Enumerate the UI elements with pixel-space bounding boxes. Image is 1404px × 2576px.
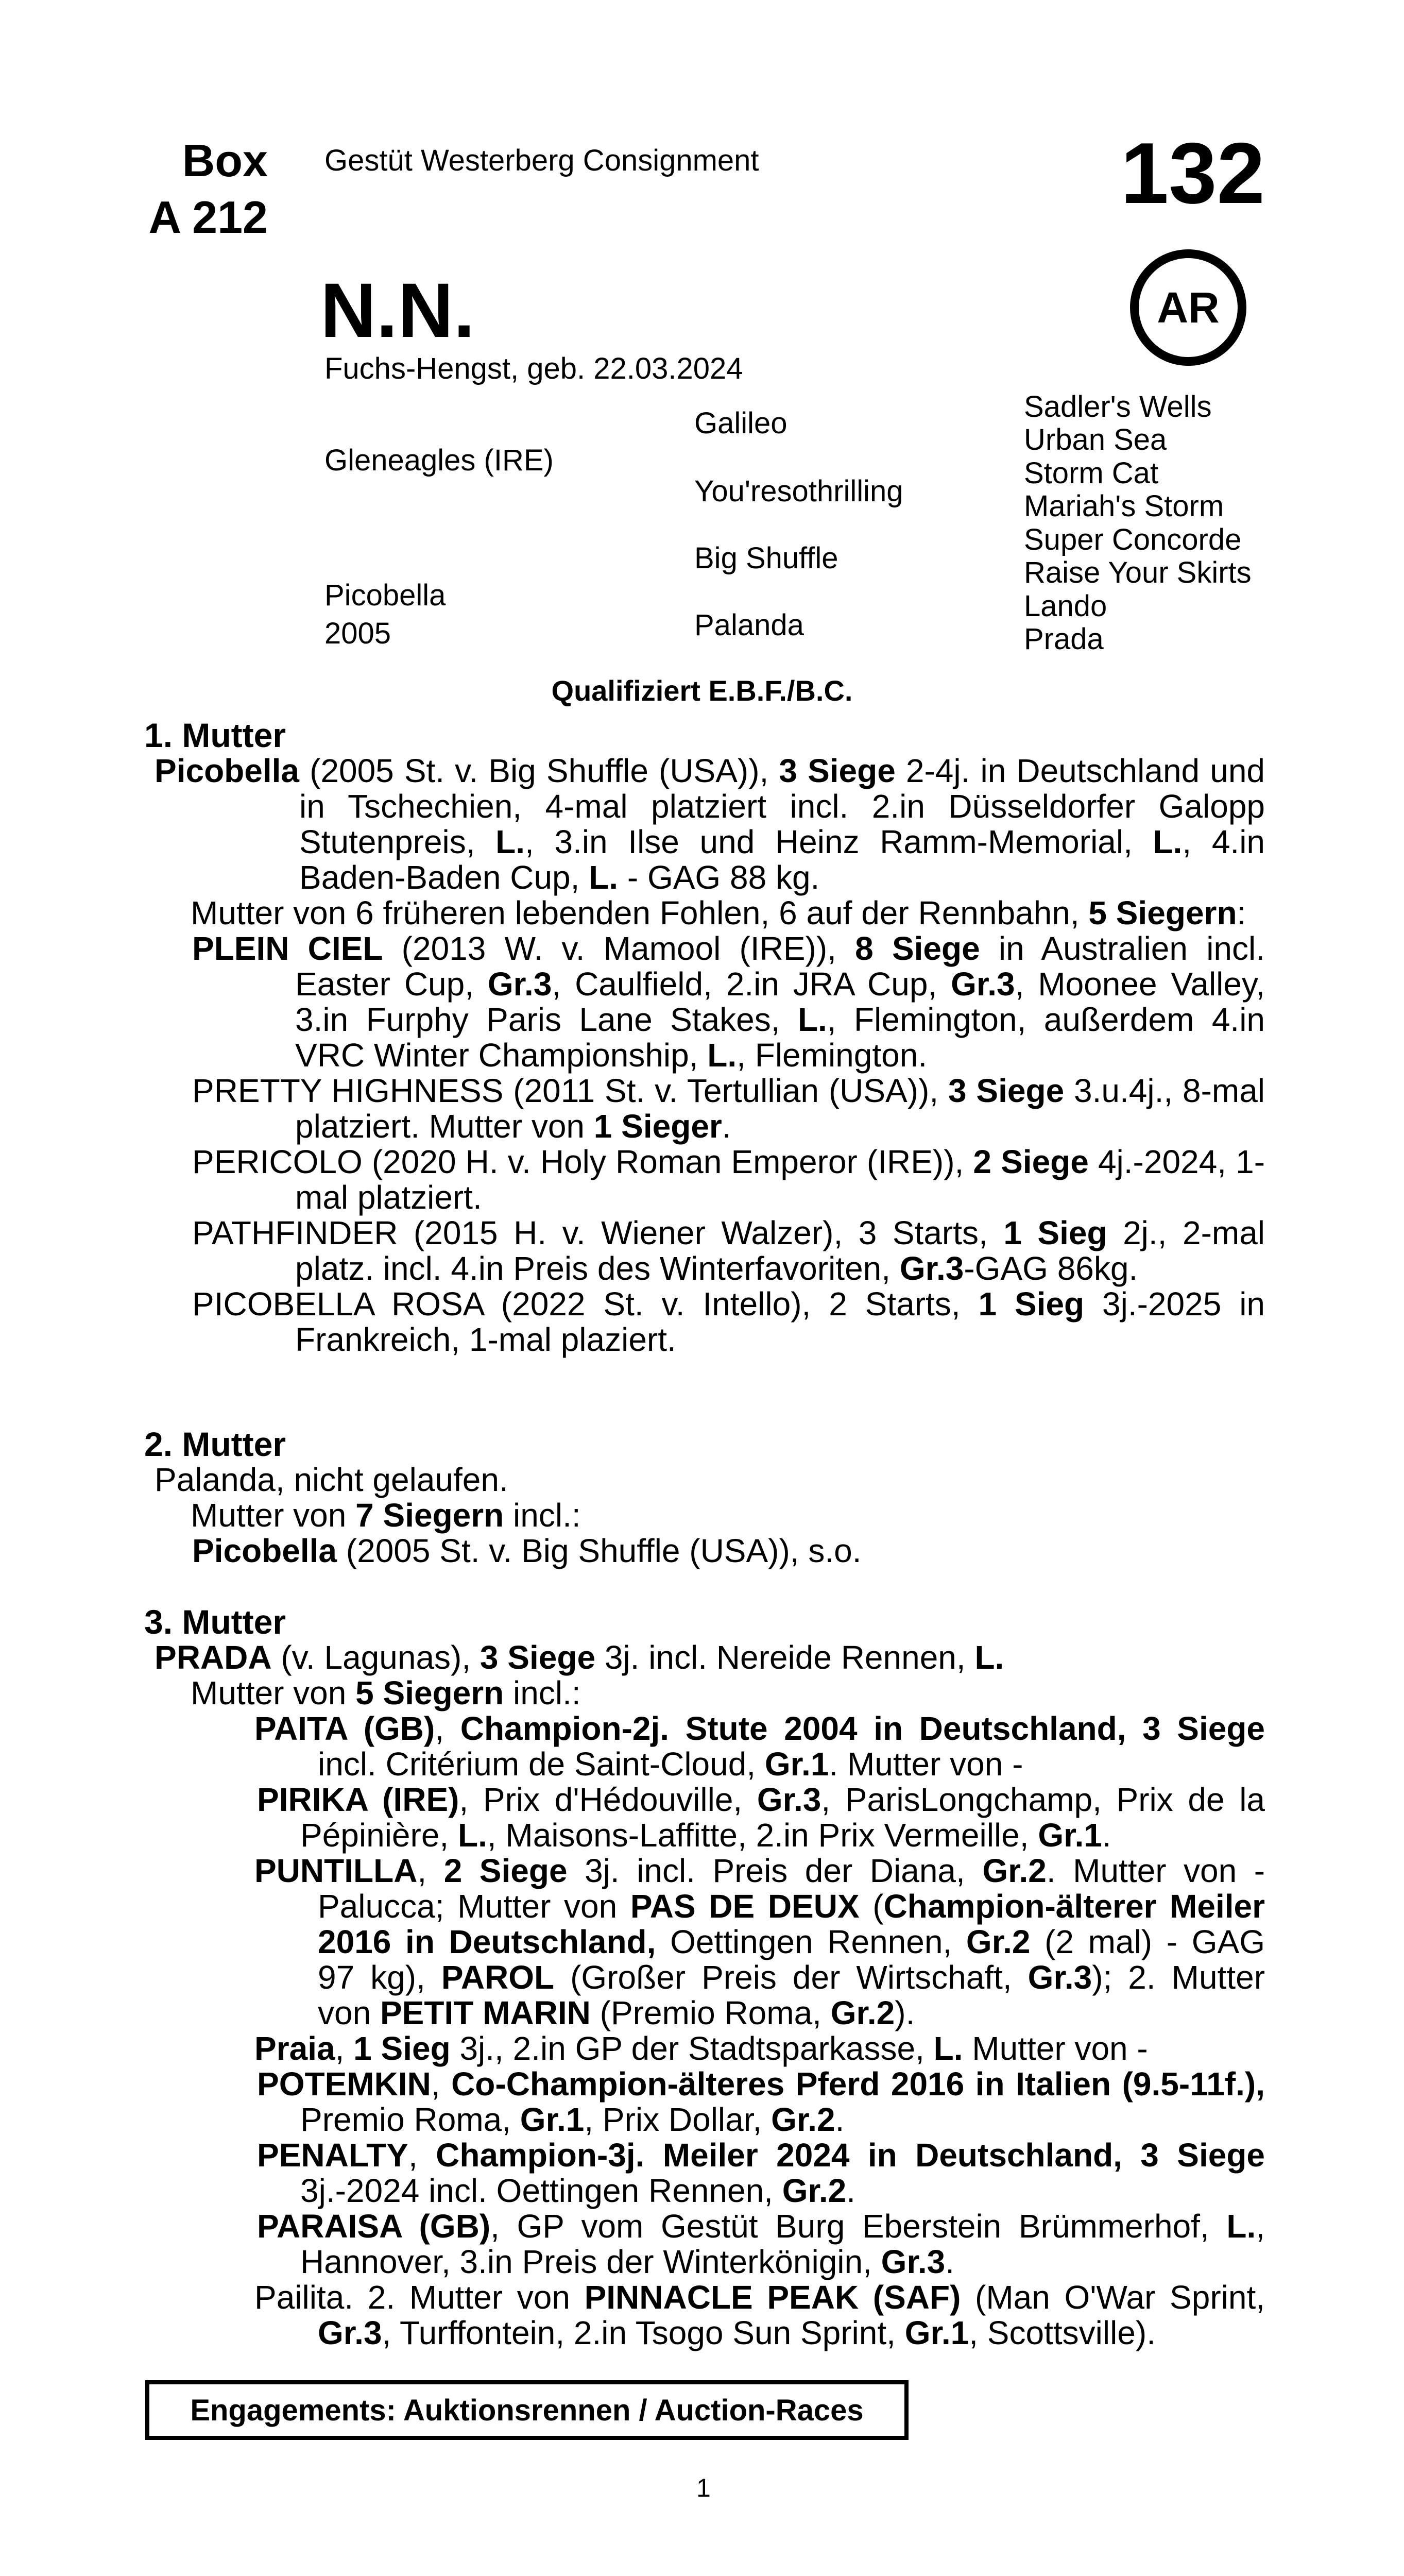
- bold-text: Gr.2: [982, 1852, 1047, 1889]
- text-run: Mutter von: [191, 1497, 356, 1534]
- bold-text: 5 Siegern: [355, 1674, 504, 1711]
- text-run: Oettingen Rennen,: [656, 1923, 966, 1960]
- text-run: (Man O'War Sprint,: [961, 2279, 1265, 2316]
- text-run: Mutter von -: [963, 2030, 1148, 2067]
- foal-entry: [144, 1286, 1265, 1358]
- produce-summary: [144, 895, 1265, 931]
- text-run: , GP vom Gestüt Burg Eberstein Brümmerhof,: [490, 2208, 1227, 2245]
- foal-entry: [144, 1533, 1265, 1569]
- bold-text: 8 Siege: [855, 930, 980, 967]
- qualification: Qualifiziert E.B.F./B.C.: [551, 674, 853, 707]
- text-run: ); 2. Mutter von: [318, 1959, 1265, 2031]
- bold-text: Co-Champion-älteres Pferd 2016 in Italien (9.5-11f.),: [451, 2065, 1265, 2103]
- bold-text: 2 Siege: [443, 1852, 568, 1889]
- text-run: PERICOLO (2020 H. v. Holy Roman Emperor (IRE)),: [192, 1143, 973, 1180]
- pedigree-gen3: Sadler's Wells: [1024, 390, 1212, 423]
- bold-text: PUNTILLA: [254, 1852, 418, 1889]
- foal-entry: [144, 1144, 1265, 1215]
- pedigree-gen3: Mariah's Storm: [1024, 489, 1224, 523]
- text-run: , Caulfield, 2.in JRA Cup,: [552, 965, 951, 1003]
- text-run: 3j.-2024 incl. Oettingen Rennen,: [300, 2172, 782, 2209]
- bold-text: Gr.1: [520, 2101, 585, 2138]
- bold-text: PETIT MARIN: [380, 1994, 591, 2031]
- text-run: . Mutter von - Palucca; Mutter von: [318, 1852, 1265, 1925]
- text-run: 3j. incl. Preis der Diana,: [567, 1852, 983, 1889]
- bold-text: Gr.1: [764, 1745, 829, 1783]
- section-heading: 3. Mutter: [144, 1603, 286, 1641]
- bold-text: 1 Sieg: [1003, 1214, 1107, 1251]
- pedigree-gen3: Raise Your Skirts: [1024, 556, 1252, 589]
- bold-text: L.: [1153, 823, 1183, 860]
- bold-text: Gr.3: [881, 2243, 946, 2280]
- bold-text: 3 Siege: [948, 1072, 1065, 1109]
- produce-summary: [144, 1675, 1265, 1711]
- pedigree-gen3: Prada: [1024, 622, 1104, 656]
- pedigree-dam: Picobella: [324, 579, 446, 612]
- text-run: , Scottsville).: [969, 2314, 1156, 2351]
- box-label: Box: [182, 135, 268, 186]
- bold-text: Champion-3j. Meiler 2024 in Deutschland, 3 Siege: [436, 2137, 1265, 2174]
- bold-text: 5 Siegern: [1088, 894, 1237, 931]
- bold-text: L.: [589, 859, 619, 896]
- bold-text: Gr.3: [318, 2314, 382, 2351]
- text-run: (Premio Roma,: [590, 1994, 831, 2031]
- text-run: incl.:: [504, 1497, 581, 1534]
- text-run: 3j., 2.in GP der Stadtsparkasse,: [450, 2030, 934, 2067]
- dam-record: [144, 753, 1265, 895]
- pedigree-gen2: Galileo: [694, 406, 787, 440]
- bold-text: Champion-älterer Meiler 2016 in Deutschland,: [318, 1888, 1265, 1960]
- bold-text: L.: [1226, 2208, 1256, 2245]
- grand-produce-entry: [144, 2209, 1265, 2280]
- text-run: PRETTY HIGHNESS (2011 St. v. Tertullian (USA)),: [192, 1072, 948, 1109]
- bold-text: L.: [457, 1817, 487, 1854]
- bold-text: L.: [707, 1037, 737, 1074]
- foal-entry: [144, 931, 1265, 1073]
- consignor: Gestüt Westerberg Consignment: [324, 144, 759, 177]
- text-run: 2j., 2-mal platz. incl. 4.in Preis des Winterfavoriten,: [295, 1214, 1265, 1287]
- section-heading: 2. Mutter: [144, 1425, 286, 1463]
- bold-text: PAROL: [441, 1959, 555, 1996]
- text-run: ).: [895, 1994, 915, 2031]
- first-dam-section: [144, 718, 1265, 1358]
- text-run: PATHFINDER (2015 H. v. Wiener Walzer), 3 Starts,: [192, 1214, 1004, 1251]
- text-run: , Hannover, 3.in Preis der Winterkönigin,: [300, 2208, 1265, 2280]
- text-run: , 4.in Baden-Baden Cup,: [299, 823, 1265, 896]
- text-run: .: [722, 1108, 731, 1145]
- text-run: .: [1102, 1817, 1111, 1854]
- text-run: ,: [335, 2030, 354, 2067]
- text-run: 2-4j. in Deutschland und in Tschechien, 4-mal platziert incl. 2.in Düsseldorfer Galopp Stutenpreis,: [299, 752, 1265, 860]
- text-run: 4j.-2024, 1-mal platziert.: [295, 1143, 1265, 1216]
- bold-text: PENALTY: [257, 2137, 408, 2174]
- text-run: ,: [435, 1710, 460, 1747]
- text-run: Mutter von: [191, 1674, 356, 1711]
- pedigree-gen3: Super Concorde: [1024, 523, 1242, 556]
- text-run: ,: [417, 1852, 444, 1889]
- bold-text: Gr.3: [1028, 1959, 1092, 1996]
- text-run: 3j. incl. Nereide Rennen,: [595, 1639, 975, 1676]
- bold-text: Picobella: [155, 752, 299, 789]
- bold-text: Gr.2: [830, 1994, 895, 2031]
- text-run: , Moonee Valley, 3.in Furphy Paris Lane Stakes,: [295, 965, 1265, 1038]
- pedigree-gen3: Storm Cat: [1024, 456, 1159, 490]
- bold-text: Gr.2: [782, 2172, 847, 2209]
- grand-produce-entry: [144, 2066, 1265, 2138]
- text-run: (: [859, 1888, 884, 1925]
- dam-record: [144, 1640, 1265, 1675]
- bold-text: PARAISA (GB): [257, 2208, 491, 2245]
- bold-text: PAS DE DEUX: [630, 1888, 860, 1925]
- bold-text: Champion-2j. Stute 2004 in Deutschland, 3 Siege: [460, 1710, 1265, 1747]
- bold-text: Gr.1: [904, 2314, 969, 2351]
- text-run: ,: [408, 2137, 436, 2174]
- bold-text: PINNACLE PEAK (SAF): [584, 2279, 961, 2316]
- bold-text: Gr.1: [1038, 1817, 1102, 1854]
- text-run: 3j.-2025 in Frankreich, 1-mal plaziert.: [295, 1285, 1265, 1358]
- pedigree-gen3: Urban Sea: [1024, 423, 1167, 456]
- bold-text: 1 Sieg: [978, 1285, 1085, 1323]
- produce-entry: [144, 2031, 1265, 2066]
- bold-text: PRADA: [155, 1639, 272, 1676]
- horse-name: N.N.: [320, 267, 475, 353]
- pedigree-gen2: You'resothrilling: [694, 474, 903, 508]
- text-run: (v. Lagunas),: [271, 1639, 480, 1676]
- dam-record: [144, 1462, 1265, 1498]
- bold-text: L.: [974, 1639, 1004, 1676]
- produce-entry: [144, 1711, 1265, 1782]
- pedigree-dam-year: 2005: [324, 617, 391, 650]
- text-run: (Großer Preis der Wirtschaft,: [554, 1959, 1028, 1996]
- engagements-label: Engagements: Auktionsrennen / Auction-Races: [190, 2393, 864, 2427]
- produce-entry: [144, 1853, 1265, 2031]
- bold-text: L.: [933, 2030, 963, 2067]
- text-run: . Mutter von -: [829, 1745, 1023, 1783]
- text-run: PICOBELLA ROSA (2022 St. v. Intello), 2 Starts,: [192, 1285, 979, 1323]
- bold-text: Gr.3: [951, 965, 1015, 1003]
- text-run: (2 mal) - GAG 97 kg),: [318, 1923, 1265, 1996]
- text-run: , Turffontein, 2.in Tsogo Sun Sprint,: [382, 2314, 905, 2351]
- page-number: 1: [696, 2473, 711, 2502]
- text-run: , Prix d'Hédouville,: [459, 1781, 757, 1818]
- text-run: .: [846, 2172, 856, 2209]
- text-run: , Flemington, außerdem 4.in VRC Winter Championship,: [295, 1001, 1265, 1074]
- text-run: incl.:: [504, 1674, 581, 1711]
- text-run: .: [945, 2243, 954, 2280]
- box-number: A 212: [148, 192, 268, 243]
- bold-text: PLEIN CIEL: [192, 930, 383, 967]
- pedigree-gen2: Palanda: [694, 608, 804, 642]
- text-run: :: [1237, 894, 1246, 931]
- pedigree-sire: Gleneagles (IRE): [324, 444, 554, 477]
- grand-produce-entry: [144, 2138, 1265, 2209]
- bold-text: L.: [797, 1001, 827, 1038]
- produce-summary: [144, 1498, 1265, 1533]
- text-run: ,: [431, 2065, 452, 2103]
- bold-text: 3 Siege: [480, 1639, 596, 1676]
- text-run: , 3.in Ilse und Heinz Ramm-Memorial,: [525, 823, 1153, 860]
- bold-text: Gr.3: [899, 1250, 964, 1287]
- engagements-box: [145, 2380, 909, 2440]
- bold-text: Gr.2: [771, 2101, 835, 2138]
- grand-produce-entry: [144, 1782, 1265, 1853]
- bold-text: Picobella: [192, 1532, 337, 1569]
- text-run: , Flemington.: [737, 1037, 928, 1074]
- produce-list: [144, 1711, 1265, 2351]
- lot-number: 132: [1120, 125, 1265, 222]
- ar-badge: AR: [1130, 249, 1246, 366]
- section-heading: 1. Mutter: [144, 716, 286, 754]
- text-run: , ParisLongchamp, Prix de la Pépinière,: [300, 1781, 1265, 1854]
- produce-entry: [144, 2280, 1265, 2351]
- text-run: Premio Roma,: [300, 2101, 520, 2138]
- text-run: incl. Critérium de Saint-Cloud,: [318, 1745, 765, 1783]
- bold-text: Gr.2: [966, 1923, 1031, 1960]
- bold-text: 2 Siege: [973, 1143, 1089, 1180]
- pedigree-gen2: Big Shuffle: [694, 541, 838, 575]
- bold-text: 1 Sieg: [353, 2030, 451, 2067]
- foal-entry: [144, 1073, 1265, 1144]
- text-run: - GAG 88 kg.: [618, 859, 820, 896]
- text-run: (2005 St. v. Big Shuffle (USA)),: [299, 752, 779, 789]
- bold-text: 7 Siegern: [355, 1497, 504, 1534]
- text-run: , Maisons-Laffitte, 2.in Prix Vermeille,: [487, 1817, 1038, 1854]
- second-dam-section: [144, 1427, 1265, 1569]
- text-run: -GAG 86kg.: [964, 1250, 1138, 1287]
- text-run: 3.u.4j., 8-mal platziert. Mutter von: [295, 1072, 1265, 1145]
- foal-entry: [144, 1215, 1265, 1286]
- bold-text: 3 Siege: [779, 752, 896, 789]
- pedigree-gen3: Lando: [1024, 589, 1107, 623]
- text-run: Mutter von 6 früheren lebenden Fohlen, 6 auf der Rennbahn,: [191, 894, 1089, 931]
- bold-text: Praia: [254, 2030, 335, 2067]
- bold-text: POTEMKIN: [257, 2065, 431, 2103]
- bold-text: PAITA (GB): [254, 1710, 435, 1747]
- horse-description: Fuchs-Hengst, geb. 22.03.2024: [324, 352, 743, 385]
- text-run: Pailita. 2. Mutter von: [254, 2279, 585, 2316]
- bold-text: Gr.3: [487, 965, 552, 1003]
- bold-text: PIRIKA (IRE): [257, 1781, 459, 1818]
- text-run: (2013 W. v. Mamool (IRE)),: [383, 930, 855, 967]
- bold-text: 1 Sieger: [593, 1108, 722, 1145]
- text-run: , Prix Dollar,: [584, 2101, 772, 2138]
- third-dam-section: [144, 1604, 1265, 2351]
- text-run: Palanda, nicht gelaufen.: [155, 1461, 508, 1498]
- text-run: (2005 St. v. Big Shuffle (USA)), s.o.: [337, 1532, 862, 1569]
- text-run: in Australien incl. Easter Cup,: [295, 930, 1265, 1003]
- bold-text: Gr.3: [757, 1781, 821, 1818]
- bold-text: L.: [495, 823, 525, 860]
- text-run: .: [835, 2101, 845, 2138]
